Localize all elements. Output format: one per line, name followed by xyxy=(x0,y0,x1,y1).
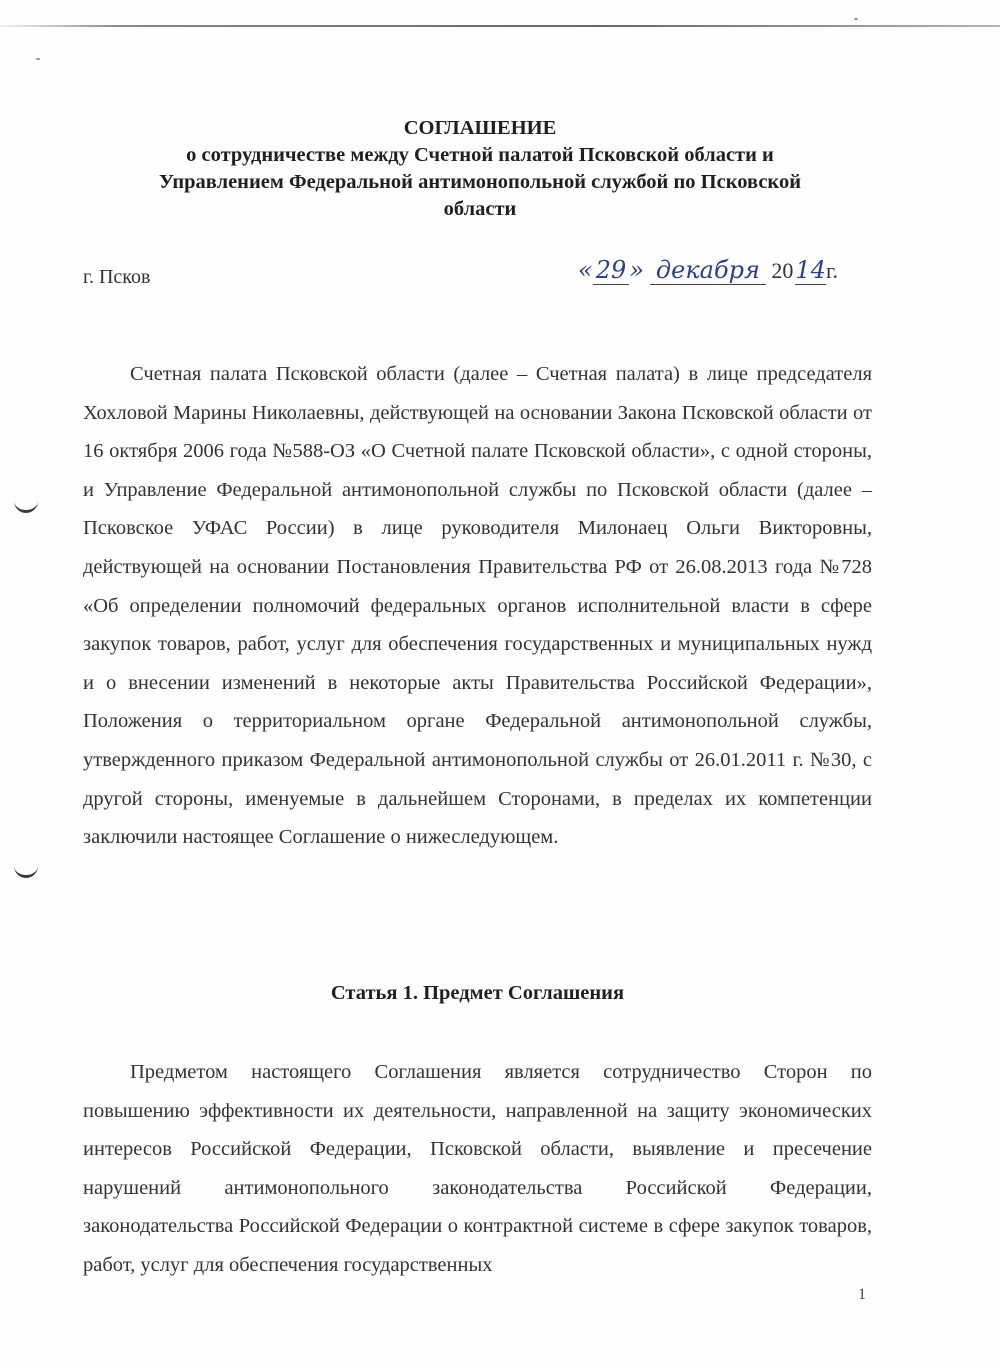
agreement-date xyxy=(578,256,838,285)
date-month-handwritten: декабря xyxy=(650,256,766,285)
page-number: 1 xyxy=(858,1286,866,1303)
article-1-paragraph: Предметом настоящего Соглашения является сотрудничество Сторон по повышению эффективности их деятельности, направленной на защиту экономических интересов Российской Федерации, Псковской области, выявление и пресечение нарушений антимонопольного законодательства Российской Федерации, законодательства Российской Федерации о контрактной системе в сфере закупок товаров, работ, услуг для обеспечения государственных xyxy=(83,1061,872,1276)
document-subtitle-line: области xyxy=(443,198,517,220)
preamble-paragraph: Счетная палата Псковской области (далее – Счетная палата) в лице председателя Хохловой Марины Николаевны, действующей на основании Закона Псковской области от 16 октября 2006 года №588-ОЗ «О Счетной палате Псковской области», с одной стороны, и Управление Федеральной антимонопольной службы по Псковской области (далее – Псковское УФАС России) в лице руководителя Милонаец Ольги Викторовны, действующей на основании Постановления Правительства РФ от 26.08.2013 года №728 «Об определении полномочий федеральных органов исполнительной власти в сфере закупок товаров, работ, услуг для обеспечения государственных и муниципальных нужд и о внесении изменений в некоторые акты Правительства Российской Федерации», Положения о территориальном органе Федеральной антимонопольной службы, утвержденного приказом Федеральной антимонопольной службы от 26.01.2011 г. №30, с другой стороны, именуемые в дальнейшем Сторонами, в пределах их компетенции заключили настоящее Соглашение о нижеследующем. xyxy=(83,363,872,849)
date-open-quote: « xyxy=(578,256,593,284)
punch-hole-mark xyxy=(14,863,38,878)
date-year-handwritten: 14 xyxy=(795,256,826,284)
scan-top-edge xyxy=(0,25,1000,27)
date-day-handwritten: 29 xyxy=(593,256,630,285)
document-title-block xyxy=(95,115,865,223)
document-title: СОГЛАШЕНИЕ xyxy=(403,117,557,139)
article-1-heading: Статья 1. Предмет Соглашения xyxy=(330,982,625,1004)
punch-hole-mark xyxy=(14,498,38,513)
scan-speck xyxy=(854,18,858,20)
date-year-prefix: 20 xyxy=(771,258,794,283)
document-subtitle-line: о сотрудничестве между Счетной палатой Псковской области и xyxy=(186,144,774,166)
date-close-quote: » xyxy=(629,256,644,284)
document-subtitle-line: Управлением Федеральной антимонопольной службой по Псковской xyxy=(158,171,802,193)
date-year-unit: г. xyxy=(825,258,838,283)
scan-speck xyxy=(36,58,40,60)
city-label: г. Псков xyxy=(83,266,151,288)
